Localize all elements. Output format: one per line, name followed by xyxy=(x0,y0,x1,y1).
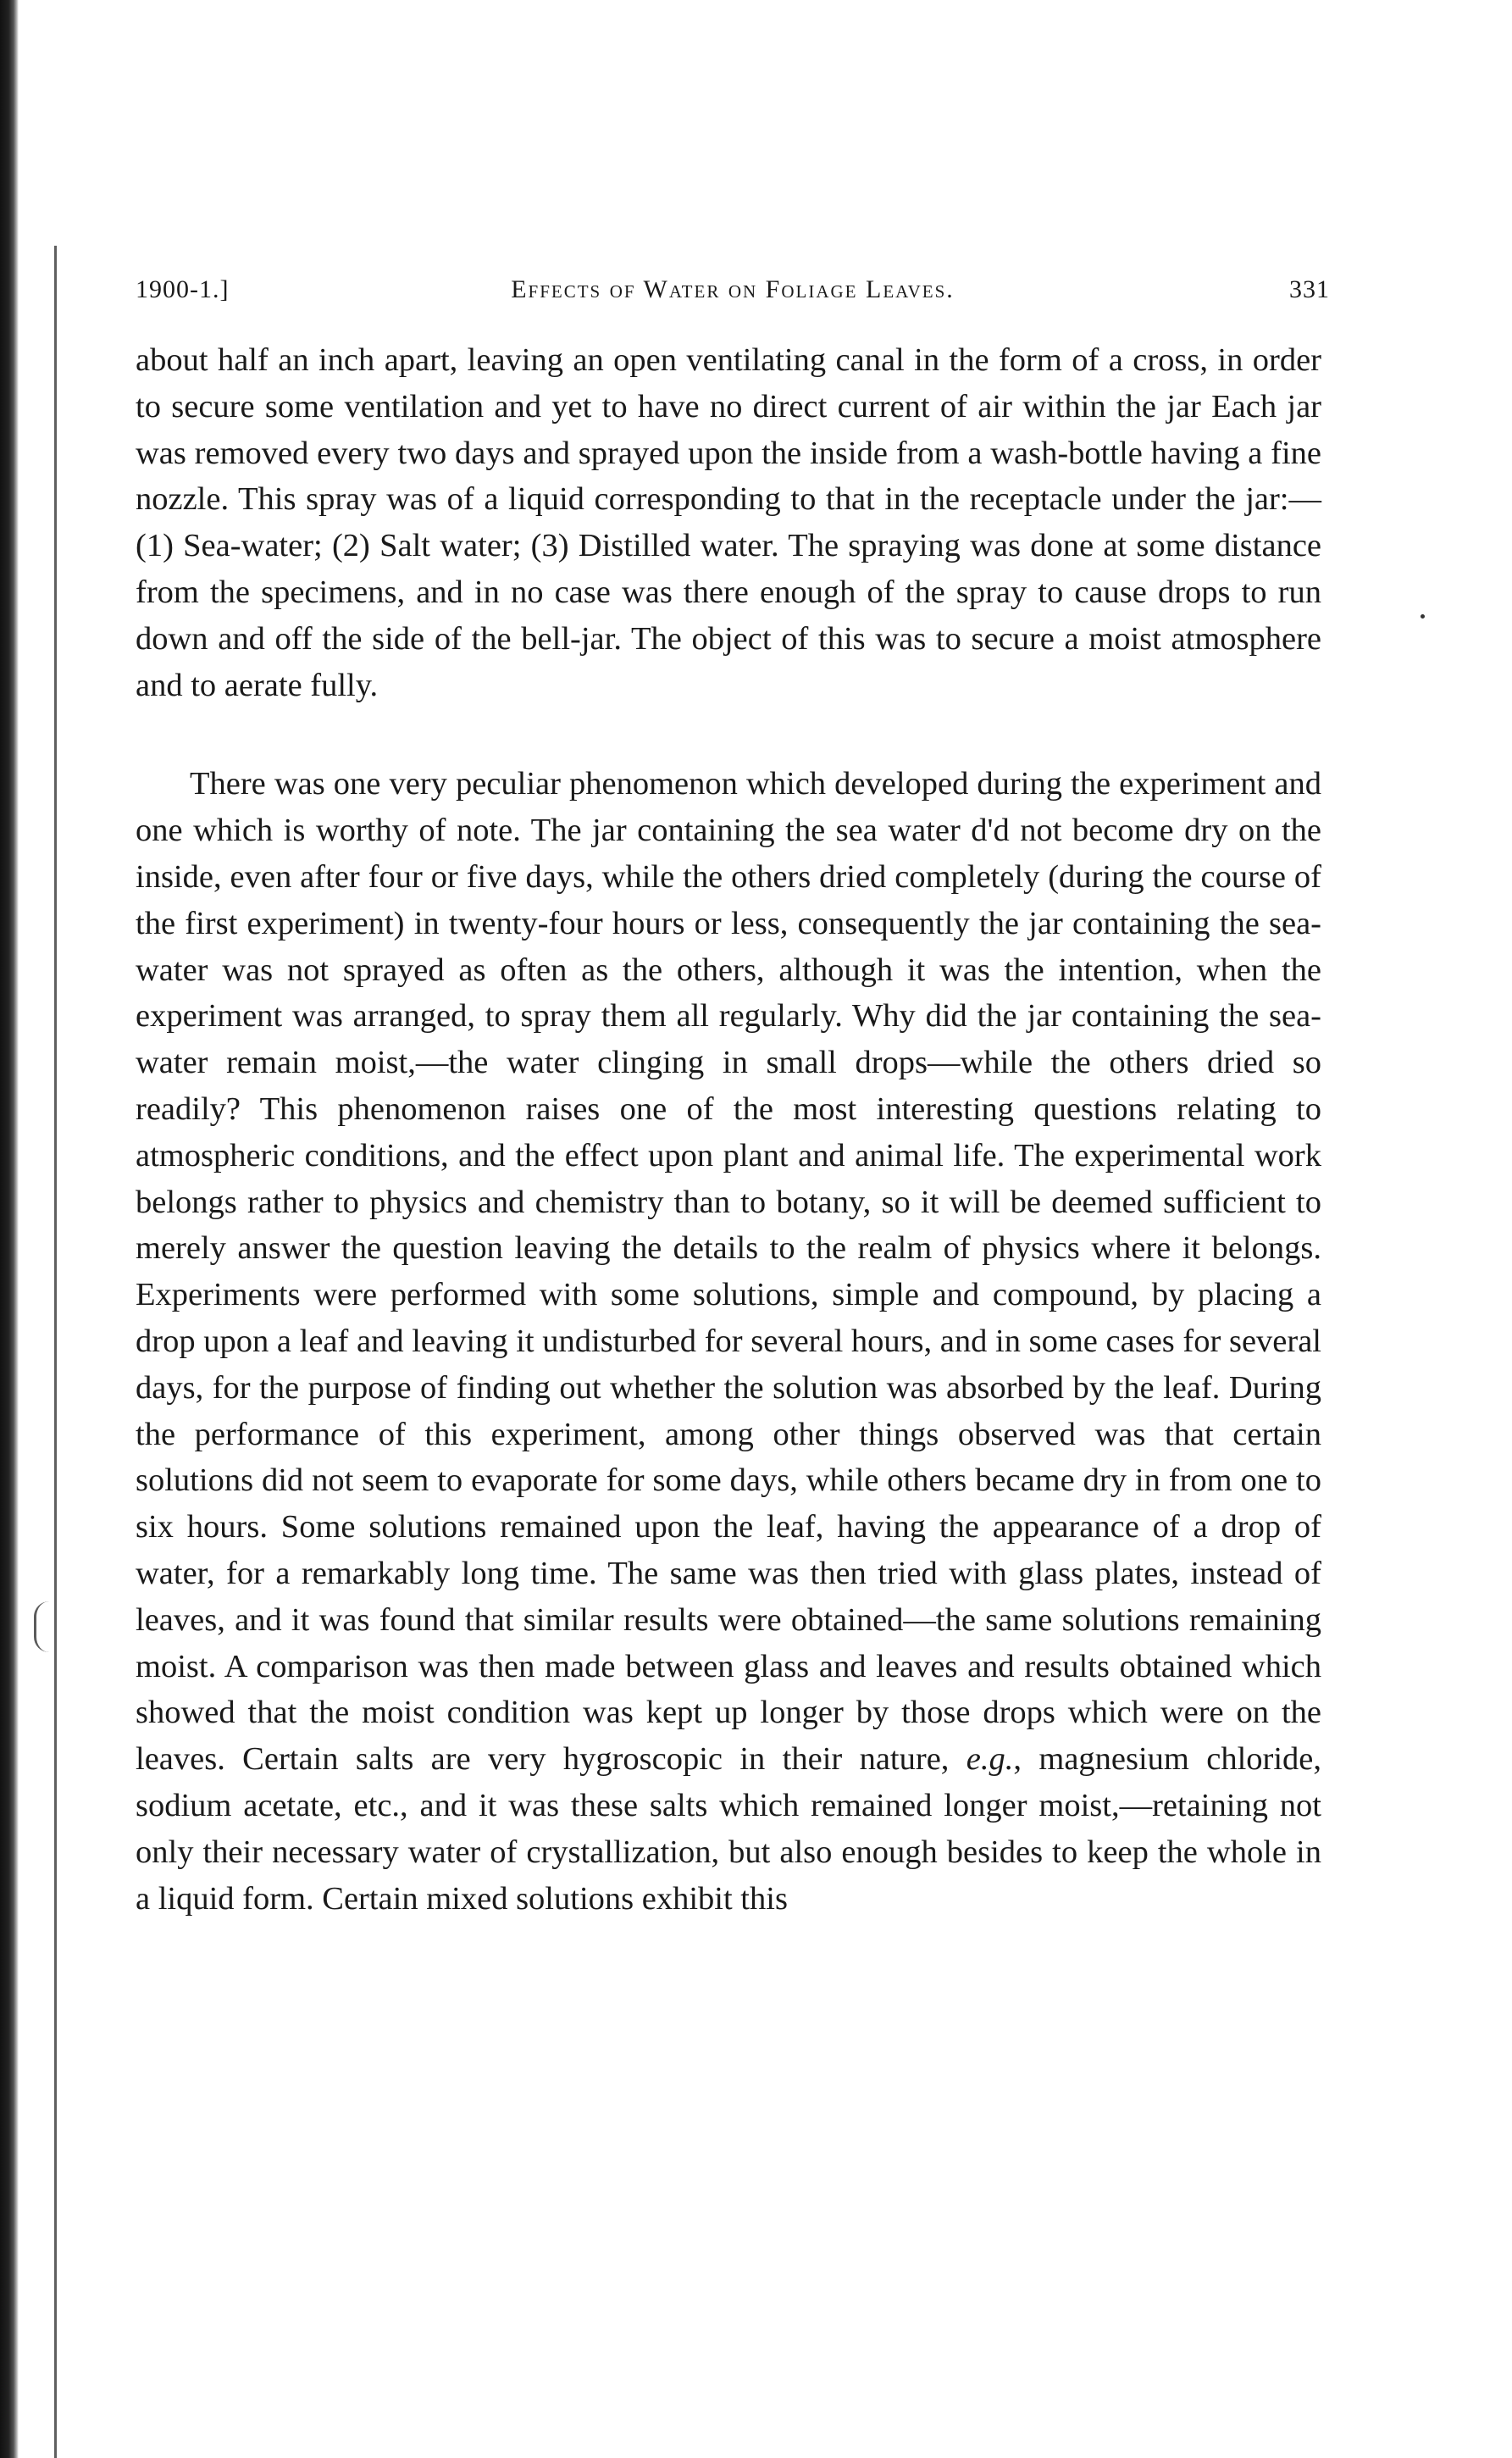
scan-speck xyxy=(1421,614,1425,619)
page-number: 331 xyxy=(1289,275,1330,303)
article-body xyxy=(136,337,1321,1922)
page-binding-edge xyxy=(0,0,19,2458)
paragraph-2-italic-abbrev: e.g. xyxy=(966,1741,1014,1778)
running-header xyxy=(136,275,1330,309)
paragraph-1 xyxy=(136,337,1321,708)
header-title: Effects of Water on Foliage Leaves. xyxy=(511,275,955,303)
paragraph-2-text-part-2: , magnesium chloride, sodium acetate, etc., and it was these salts which remained longer moist,—retaining not only their necessary water of crystallization, but also enough besides to keep the whole in a liquid form. Certain mixed solutions exhibit this xyxy=(136,1741,1322,1917)
page-edge-mark xyxy=(34,1601,55,1652)
paragraph-2 xyxy=(136,761,1321,1922)
page-binding-shadow xyxy=(54,246,57,2458)
paragraph-2-text-part-1: There was one very peculiar phenomenon which developed during the experiment and one which is worthy of note. The jar containing the sea water d'd not become dry on the inside, even after four or five days, while the others dried completely (during the course of the first experiment) in twenty-four hours or less, consequently the jar containing the sea-water was not sprayed as often as the others, although it was the intention, when the experiment was arranged, to spray them all regularly. Why did the jar containing the sea-water remain moist,—the water clinging in small drops—while the others dried so readily? This phenomenon raises one of the most interesting questions relating to atmospheric conditions, and the effect upon plant and animal life. The experimental work belongs rather to physics and chemistry than to botany, so it will be deemed sufficient to merely answer the question leaving the details to the realm of physics where it belongs. Experiments were performed with some solutions, simple and compound, by placing a drop upon a leaf and leaving it undisturbed for several hours, and in some cases for several days, for the purpose of finding out whether the solution was absorbed by the leaf. During the performance of this experiment, among other things observed was that certain solutions did not seem to evaporate for some days, while others became dry in from one to six hours. Some solutions remained upon the leaf, having the appearance of a drop of water, for a remarkably long time. The same was then tried with glass plates, instead of leaves, and it was found that similar results were obtained—the same solutions remaining moist. A comparison was then made between glass and leaves and results obtained which showed that the moist condition was kept up longer by those drops which were on the leaves. Certain salts are very hygroscopic in their nature, xyxy=(136,766,1321,1778)
header-date: 1900-1.] xyxy=(136,275,230,303)
paragraph-1-text: about half an inch apart, leaving an open ventilating canal in the form of a cross, in order to secure some ventilation and yet to have no direct current of air within the jar Each jar was removed every two days and sprayed upon the inside from a wash-bottle having a fine nozzle. This spray was of a liquid corresponding to that in the receptacle under the jar:—(1) Sea-water; (2) Salt water; (3) Distilled water. The spraying was done at some distance from the specimens, and in no case was there enough of the spray to cause drops to run down and off the side of the bell-jar. The object of this was to secure a moist atmosphere and to aerate fully. xyxy=(136,342,1321,703)
